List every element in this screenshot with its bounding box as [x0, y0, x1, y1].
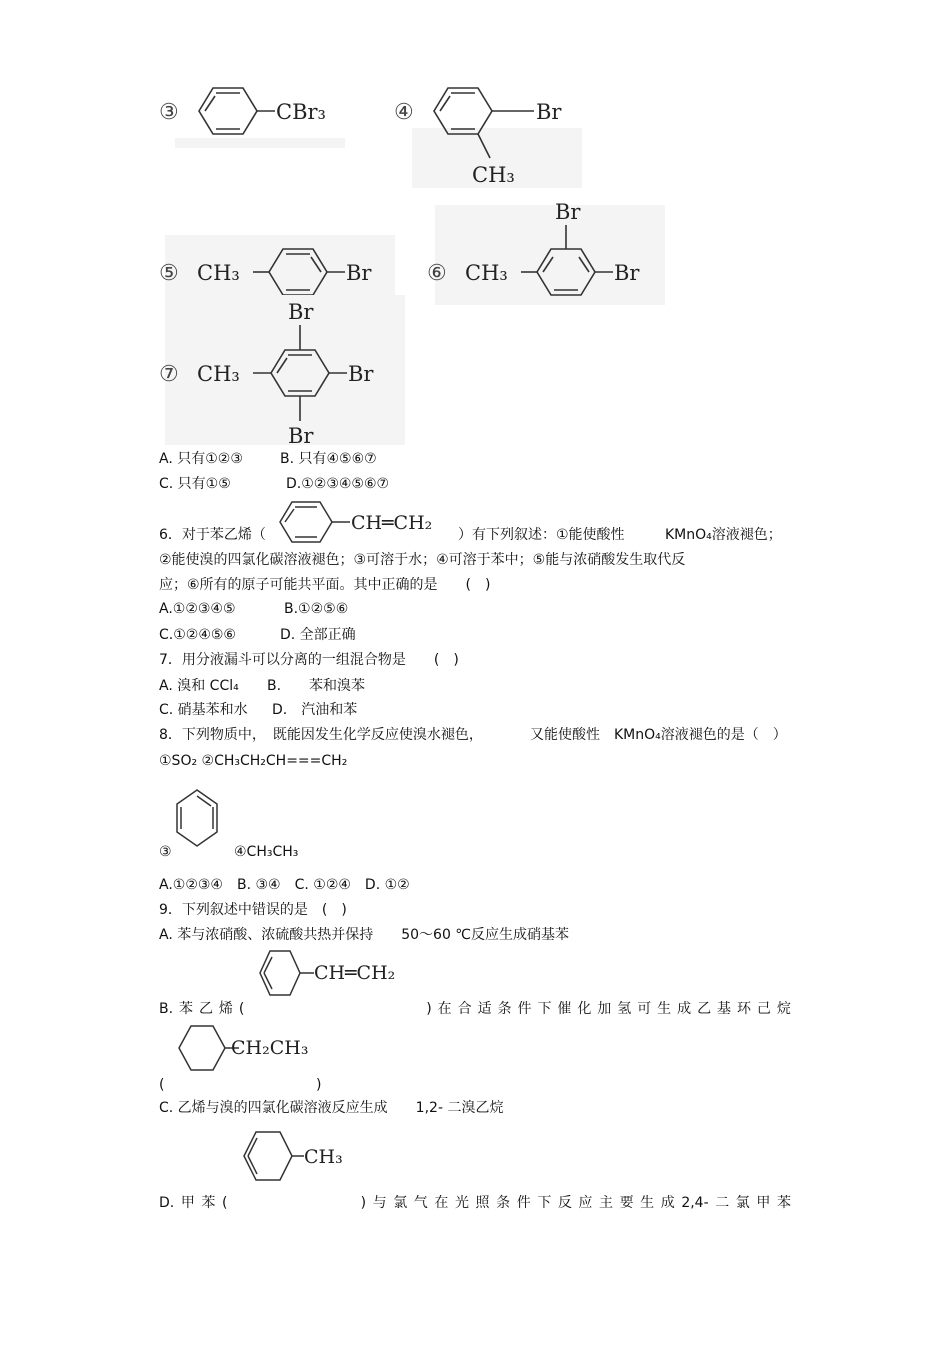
q9-option-b2-open: ( — [159, 1077, 165, 1093]
q9-option-d-c1: 甲 — [180, 1195, 195, 1211]
q9-option-b-r14: 乙 — [697, 1001, 712, 1017]
structure-4-number: ④ — [394, 100, 414, 125]
q5-option-b: B. 只有④⑤⑥⑦ — [280, 451, 377, 467]
q9-option-b2-close: ) — [316, 1077, 322, 1093]
q5-option-c: C. 只有①⑤ — [159, 476, 231, 492]
q9-option-b-r4: 条 — [497, 1001, 512, 1017]
q6-option-a: A.①②③④⑤ — [159, 601, 236, 617]
structure-6-top: Br — [555, 200, 581, 224]
q9-option-b-c4: ( — [238, 1001, 245, 1017]
structure-6-left: CH₃ — [465, 261, 508, 285]
q9-option-b — [159, 1000, 791, 1018]
q6-option-c: C.①②④⑤⑥ — [159, 627, 236, 643]
structure-3 — [155, 78, 365, 148]
q9-stem: 9．下列叙述中错误的是 ( ) — [159, 902, 347, 918]
q9-option-d-r18: 氯 — [735, 1195, 750, 1211]
q7-option-c: C. 硝基苯和水 — [159, 702, 248, 718]
q9-option-b-c2: 乙 — [198, 1001, 213, 1017]
q9-option-d-r2: 氯 — [393, 1195, 408, 1211]
q9-option-d-r16: 2,4- — [681, 1195, 709, 1211]
benzene-ring-icon — [244, 1132, 304, 1180]
q9-option-d-r10: 反 — [557, 1195, 572, 1211]
structure-4-sub: CH₃ — [472, 163, 515, 187]
q8-item-4: ④CH₃CH₃ — [234, 844, 299, 860]
q9-option-d-r15: 成 — [660, 1195, 675, 1211]
q9-option-b-r13: 成 — [677, 1001, 692, 1017]
q9-option-d-r5: 光 — [454, 1195, 469, 1211]
styrene-group: CH═CH₂ — [351, 512, 433, 534]
cyclohexane-ring-icon — [179, 1026, 239, 1070]
q8-items-1-2: ①SO₂ ②CH₃CH₂CH===CH₂ — [159, 753, 348, 769]
q8-stem-end: 又能使酸性 KMnO₄溶液褪色的是（ ） — [530, 727, 787, 743]
q9-option-b-r12: 生 — [657, 1001, 672, 1017]
q9-styrene-group: CH═CH₂ — [314, 962, 396, 984]
q9-option-b-c3: 烯 — [218, 1001, 233, 1017]
q9-option-b-c1: 苯 — [179, 1001, 194, 1017]
q8-benzene-structure — [172, 786, 222, 858]
q9-option-b-r7: 催 — [557, 1001, 572, 1017]
structure-7-top: Br — [288, 300, 314, 324]
q7-option-b: B. 苯和溴苯 — [267, 678, 366, 694]
q6-stem-end: KMnO₄溶液褪色； — [665, 527, 782, 543]
structure-4-group: Br — [536, 100, 562, 124]
q9-option-b-r5: 件 — [517, 1001, 532, 1017]
structure-5-number: ⑤ — [159, 261, 179, 286]
structure-6-right: Br — [614, 261, 640, 285]
q6-line-2: ②能使溴的四氯化碳溶液褪色；③可溶于水；④可溶于苯中；⑤能与浓硝酸发生取代反 — [159, 552, 686, 568]
benzene-ring-icon — [260, 951, 314, 995]
structure-7 — [155, 295, 410, 445]
styrene-structure — [270, 498, 465, 556]
q9-option-b-r17: 己 — [756, 1001, 771, 1017]
q9-option-b-r1: 在 — [437, 1001, 452, 1017]
ethylcyclohexane-structure — [163, 1018, 323, 1090]
q9-option-d-r11: 应 — [578, 1195, 593, 1211]
structure-7-left: CH₃ — [197, 362, 240, 386]
q8-stem-start: 8．下列物质中， 既能因发生化学反应使溴水褪色， — [159, 727, 483, 743]
q6-line-3: 应；⑥所有的原子可能共平面。其中正确的是 ( ) — [159, 577, 491, 593]
q6-option-b: B.①②⑤⑥ — [284, 601, 349, 617]
q5-option-a: A. 只有①②③ — [159, 451, 243, 467]
q9-option-b-r2: 合 — [457, 1001, 472, 1017]
benzene-ring-icon — [177, 790, 217, 846]
q7-stem: 7．用分液漏斗可以分离的一组混合物是 ( ) — [159, 652, 459, 668]
q9-option-d-r8: 件 — [516, 1195, 531, 1211]
q9-option-b-r15: 基 — [717, 1001, 732, 1017]
q9-option-d-c3: ( — [221, 1195, 228, 1211]
q9-option-d-r7: 条 — [496, 1195, 511, 1211]
q7-option-a: A. 溴和 CCl₄ — [159, 678, 239, 694]
q9-option-d-r0: ) — [360, 1195, 367, 1211]
q9-option-d-r9: 下 — [537, 1195, 552, 1211]
q9-option-d-r1: 与 — [372, 1195, 387, 1211]
q9-option-b-r6: 下 — [537, 1001, 552, 1017]
q9-option-d-c2: 苯 — [201, 1195, 216, 1211]
q9-option-c: C. 乙烯与溴的四氯化碳溶液反应生成 1,2- 二溴乙烷 — [159, 1100, 504, 1116]
q9-option-b-r8: 化 — [577, 1001, 592, 1017]
q9-option-b-c0: B. — [159, 1001, 174, 1017]
q6-option-d: D. 全部正确 — [280, 627, 356, 643]
q9-option-d-r13: 要 — [619, 1195, 634, 1211]
benzene-ring-icon — [199, 88, 275, 134]
q9-option-d-r12: 主 — [599, 1195, 613, 1211]
methyl-group: CH₃ — [304, 1146, 343, 1168]
q9-option-d-r14: 生 — [640, 1195, 655, 1211]
q9-styrene-structure — [248, 945, 408, 1007]
structure-7-bottom: Br — [288, 424, 314, 445]
q7-option-d: D. 汽油和苯 — [272, 702, 358, 718]
q5-option-d: D.①②③④⑤⑥⑦ — [286, 476, 390, 492]
structure-5-right: Br — [346, 261, 372, 285]
structure-5-left: CH₃ — [197, 261, 240, 285]
q6-stem-start: 6．对于苯乙烯（ — [159, 527, 266, 543]
q9-option-d-r17: 二 — [715, 1195, 730, 1211]
benzene-ring-icon — [280, 502, 350, 542]
q8-item-3: ③ — [159, 844, 172, 860]
q6-stem-mid: ）有下列叙述：①能使酸性 — [458, 527, 625, 543]
q9-option-b-r11: 可 — [637, 1001, 652, 1017]
q9-option-d-r19: 甲 — [756, 1195, 771, 1211]
q9-option-b-r16: 环 — [736, 1001, 751, 1017]
structure-6 — [425, 195, 670, 305]
structure-7-right: Br — [348, 362, 374, 386]
ethyl-group: CH₂CH₃ — [231, 1037, 309, 1059]
q8-options: A.①②③④ B. ③④ C. ①②④ D. ①② — [159, 877, 410, 893]
structure-6-number: ⑥ — [427, 261, 447, 286]
q9-option-b-r0: ) — [426, 1001, 432, 1017]
q9-option-b-r3: 适 — [477, 1001, 492, 1017]
structure-4 — [392, 78, 592, 193]
structure-3-group: CBr₃ — [276, 100, 326, 124]
q9-option-d-r20: 苯 — [776, 1195, 791, 1211]
q9-option-a: A. 苯与浓硝酸、浓硫酸共热并保持 50～60 ℃反应生成硝基苯 — [159, 927, 570, 943]
q9-option-d-r4: 在 — [434, 1195, 449, 1211]
q9-option-d — [159, 1194, 791, 1212]
q9-option-b-r9: 加 — [597, 1001, 612, 1017]
q9-option-d-r6: 照 — [475, 1195, 490, 1211]
q9-option-b-r18: 烷 — [776, 1001, 791, 1017]
q9-option-b-r10: 氢 — [617, 1001, 632, 1017]
structure-3-number: ③ — [159, 100, 179, 125]
structure-7-number: ⑦ — [159, 362, 179, 387]
q9-option-d-c0: D. — [159, 1195, 175, 1211]
q9-option-d-r3: 气 — [413, 1195, 428, 1211]
